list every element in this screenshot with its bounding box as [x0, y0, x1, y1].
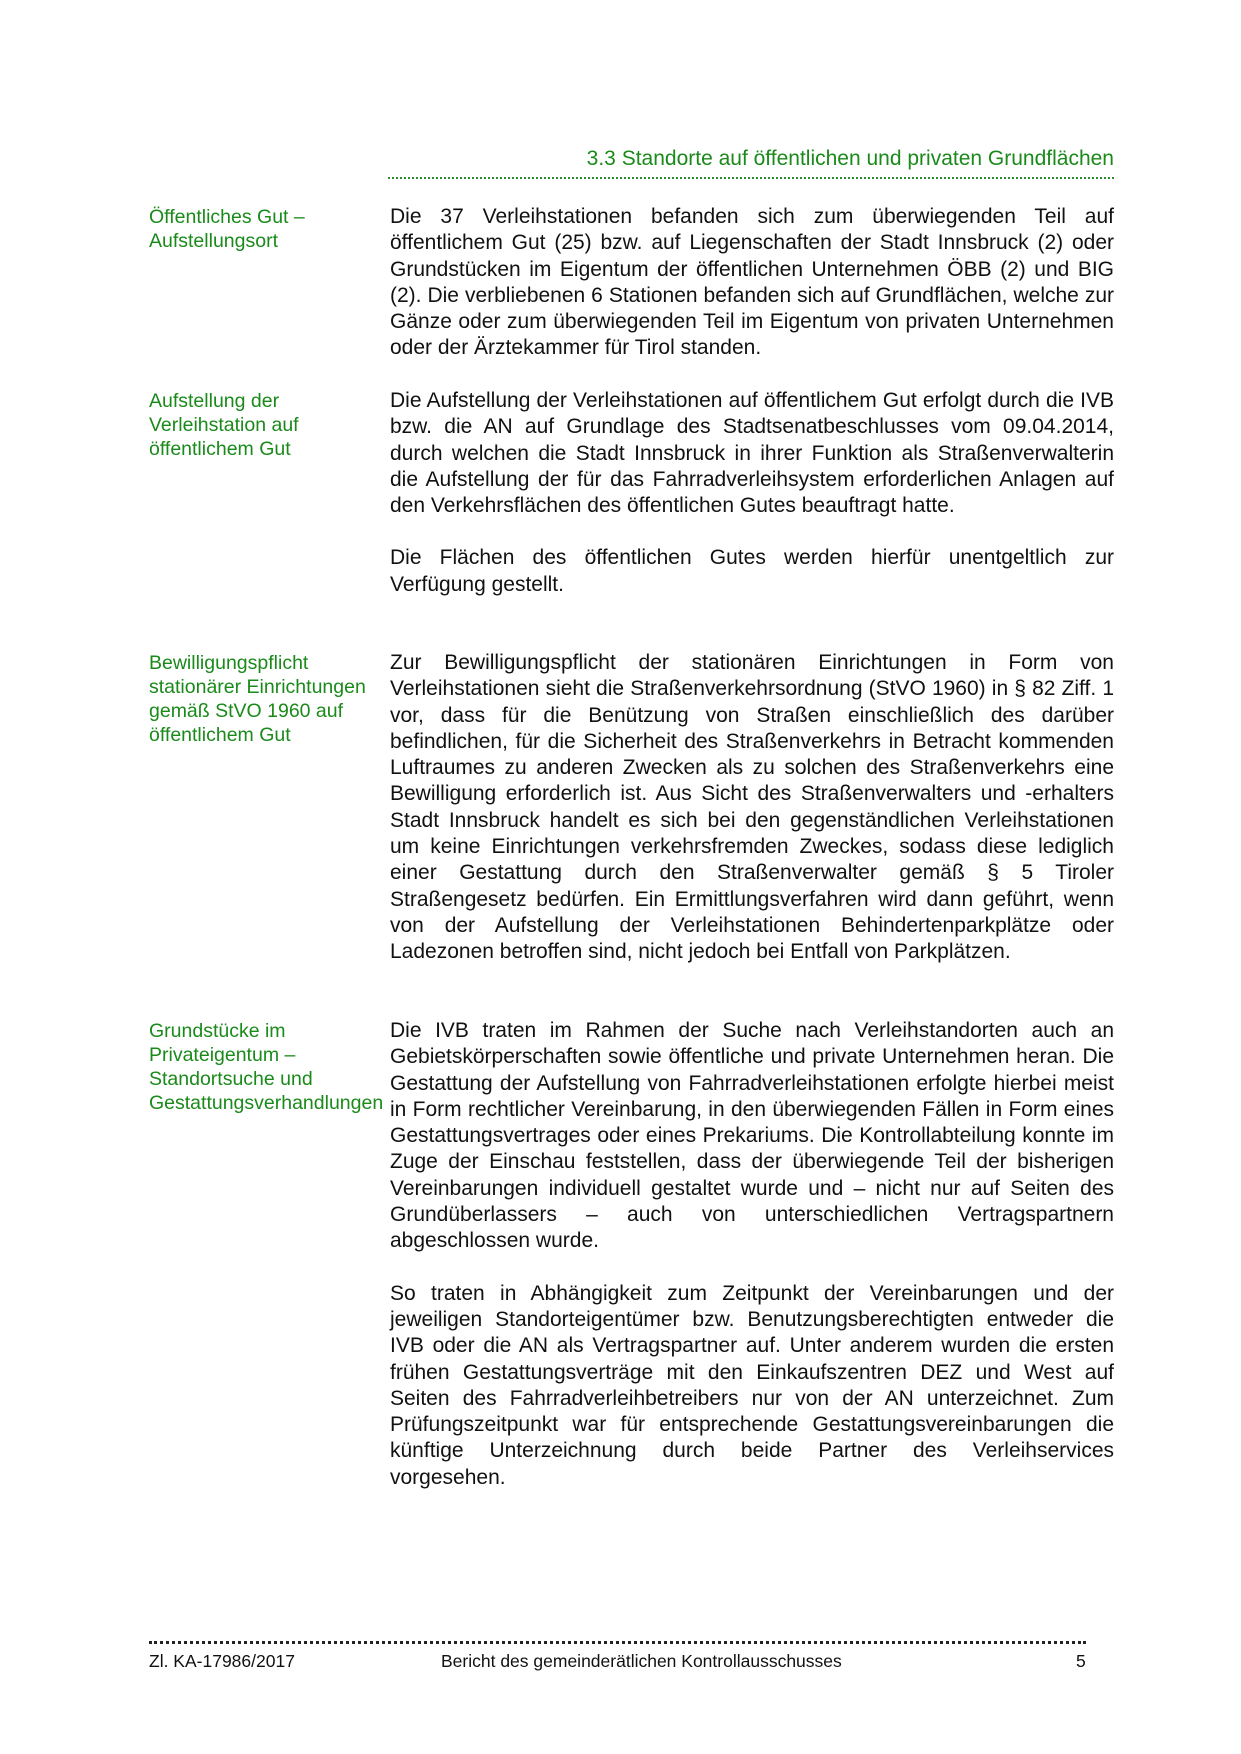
- paragraph: So traten in Abhängigkeit zum Zeitpunkt der Vereinbarungen und der jeweiligen Standorteigentümer bzw. Benutzungsberechtigten entweder die IVB oder die AN als Vertragspartner auf. Unter anderem wurden die ersten frühen Gestattungsverträge mit den Einkaufszentren DEZ und West auf Seiten des Fahrradverleihbetreibers nur von der AN unterzeichnet. Zum Prüfungszeitpunkt war für entsprechende Gestattungsvereinbarungen die künftige Unterzeichnung durch beide Partner des Verleihservices vorgesehen.: [390, 1281, 1114, 1489]
- margin-note: Bewilligungspflicht stationärer Einrichtungen gemäß StVO 1960 auf öffentlichem Gut: [149, 652, 366, 746]
- body-text: [390, 204, 1114, 362]
- margin-note: Aufstellung der Verleihstation auf öffentlichem Gut: [149, 390, 299, 460]
- page-number: 5: [1076, 1651, 1086, 1671]
- margin-note: Öffentliches Gut – Aufstellungsort: [149, 206, 305, 252]
- footer-report-title: Bericht des gemeinderätlichen Kontrollausschusses: [441, 1651, 842, 1671]
- paragraph: Die Aufstellung der Verleihstationen auf öffentlichem Gut erfolgt durch die IVB bzw. die AN auf Grundlage des Stadtsenatbeschlusses vom 09.04.2014, durch welchen die Stadt Innsbruck in ihrer Funktion als Straßenverwalterin die Aufstellung der für das Fahrradverleihsystem erforderlichen Anlagen auf den Verkehrsflächen des öffentlichen Gutes beauftragt hatte.: [390, 389, 1114, 518]
- footer-divider: [149, 1641, 1086, 1644]
- paragraph: Zur Bewilligungspflicht der stationären Einrichtungen in Form von Verleihstationen sieht die Straßenverkehrsordnung (StVO 1960) in § 82 Ziff. 1 vor, dass für die Benützung von Straßen einschließlich des darüber befindlichen, für die Sicherheit des Straßenverkehrs in Betracht kommenden Luftraumes zu anderen Zwecken als zu solchen des Straßenverkehrs eine Bewilligung erforderlich ist. Aus Sicht des Straßenverwalters und -erhalters Stadt Innsbruck handelt es sich bei den gegenständlichen Verleihstationen um keine Einrichtungen verkehrsfremden Zweckes, sodass diese lediglich einer Gestattung durch den Straßenverwalter gemäß § 5 Tiroler Straßengesetz bedürfen. Ein Ermittlungsverfahren wird dann geführt, wenn von der Aufstellung der Verleihstationen Behindertenparkplätze oder Ladezonen betroffen sind, nicht jedoch bei Entfall von Parkplätzen.: [390, 651, 1114, 964]
- paragraph: Die IVB traten im Rahmen der Suche nach Verleihstandorten auch an Gebietskörperschaften sowie öffentliche und private Unternehmen heran. Die Gestattung der Aufstellung von Fahrradverleihstationen erfolgte hierbei meist in Form rechtlicher Vereinbarung, in den überwiegenden Fällen in Form eines Gestattungsvertrages oder eines Prekariums. Die Kontrollabteilung konnte im Zuge der Einschau feststellen, dass der überwiegende Teil der bisherigen Vereinbarungen individuell gestaltet wurde und – nicht nur auf Seiten des Grundüberlassers – auch von unterschiedlichen Vertragspartnern abgeschlossen wurde.: [390, 1019, 1114, 1253]
- paragraph: Die 37 Verleihstationen befanden sich zum überwiegenden Teil auf öffentlichem Gut (25) bzw. auf Liegenschaften der Stadt Innsbruck (2) oder Grundstücken im Eigentum der öffentlichen Unternehmen ÖBB (2) und BIG (2). Die verbliebenen 6 Stationen befanden sich auf Grundflächen, welche zur Gänze oder zum überwiegenden Teil im Eigentum von privaten Unternehmen oder der Ärztekammer für Tirol standen.: [390, 205, 1114, 360]
- body-text: [390, 388, 1114, 598]
- body-text: [390, 650, 1114, 966]
- margin-note: Grundstücke im Privateigentum – Standortsuche und Gestattungsverhandlungen: [149, 1020, 384, 1114]
- body-text: [390, 1018, 1114, 1491]
- footer-reference: Zl. KA-17986/2017: [149, 1651, 295, 1671]
- paragraph: Die Flächen des öffentlichen Gutes werden hierfür unentgeltlich zur Verfügung gestellt.: [390, 546, 1114, 596]
- section-heading: 3.3 Standorte auf öffentlichen und privaten Grundflächen: [388, 146, 1114, 179]
